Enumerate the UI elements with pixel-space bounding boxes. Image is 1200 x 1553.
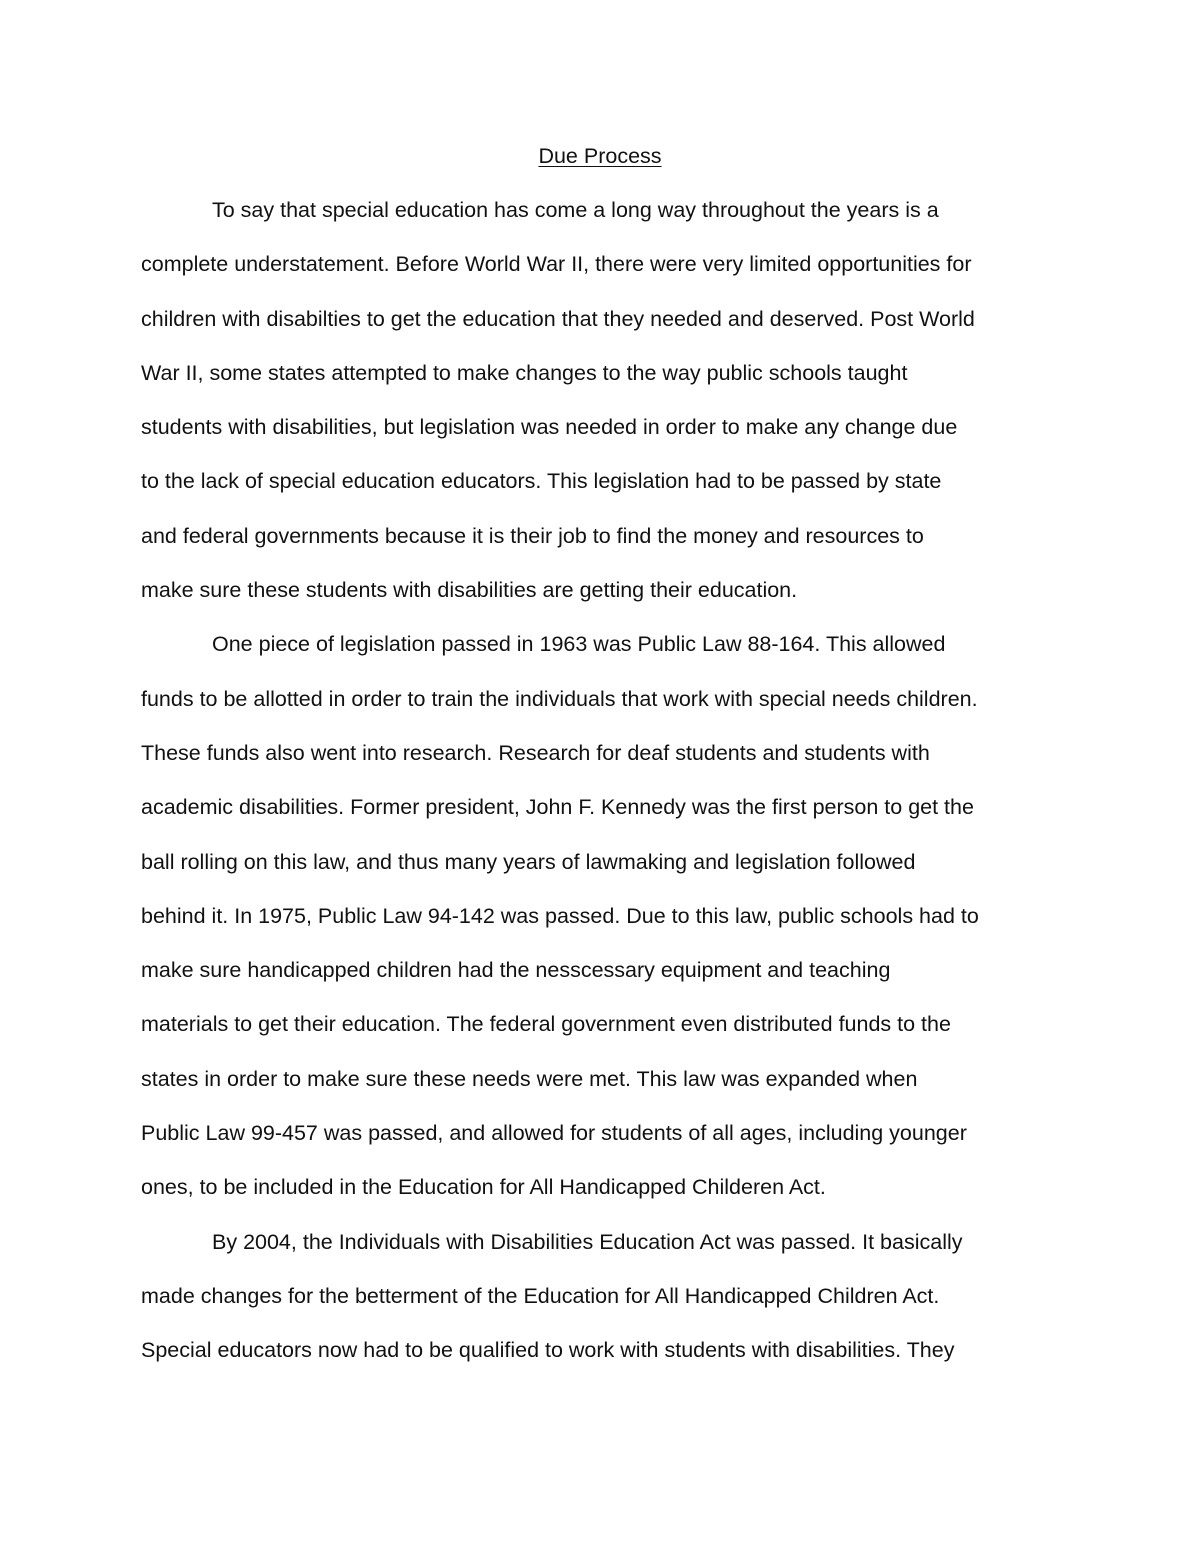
text-line: These funds also went into research. Research for deaf students and students with — [141, 740, 930, 765]
text-line: behind it. In 1975, Public Law 94-142 was passed. Due to this law, public schools had to — [141, 903, 979, 928]
text-line: ball rolling on this law, and thus many years of lawmaking and legislation followed — [141, 849, 916, 874]
text-line: make sure these students with disabilities are getting their education. — [141, 578, 798, 603]
text-line: ones, to be included in the Education for All Handicapped Childeren Act. — [141, 1175, 826, 1200]
text-line: make sure handicapped children had the nesscessary equipment and teaching — [141, 958, 891, 983]
text-line: students with disabilities, but legislation was needed in order to make any change due — [141, 415, 958, 440]
document-body — [141, 194, 1071, 1389]
text-line: complete understatement. Before World War II, there were very limited opportunities for — [141, 252, 972, 277]
paragraph-first-line: To say that special education has come a long way throughout the years is a — [212, 198, 939, 222]
text-line: to the lack of special education educators. This legislation had to be passed by state — [141, 469, 942, 494]
text-line: War II, some states attempted to make changes to the way public schools taught — [141, 360, 908, 385]
text-line: academic disabilities. Former president, John F. Kennedy was the first person to get the — [141, 795, 974, 820]
text-line: Public Law 99-457 was passed, and allowed for students of all ages, including younger — [141, 1121, 967, 1146]
text-line: states in order to make sure these needs were met. This law was expanded when — [141, 1066, 918, 1091]
text-line: Special educators now had to be qualified to work with students with disabilities. They — [141, 1338, 955, 1363]
text-line: made changes for the betterment of the Education for All Handicapped Children Act. — [141, 1283, 940, 1308]
document-title — [0, 140, 1200, 172]
paragraph-first-line: One piece of legislation passed in 1963 was Public Law 88-164. This allowed — [212, 632, 946, 657]
document-title-text: Due Process — [538, 144, 662, 168]
text-line: children with disabilties to get the education that they needed and deserved. Post World — [141, 306, 975, 331]
text-line: materials to get their education. The federal government even distributed funds to the — [141, 1012, 951, 1037]
text-line: and federal governments because it is their job to find the money and resources to — [141, 523, 924, 548]
paragraph-first-line: By 2004, the Individuals with Disabilities Education Act was passed. It basically — [212, 1229, 963, 1254]
text-line: funds to be allotted in order to train the individuals that work with special needs children. — [141, 686, 978, 711]
